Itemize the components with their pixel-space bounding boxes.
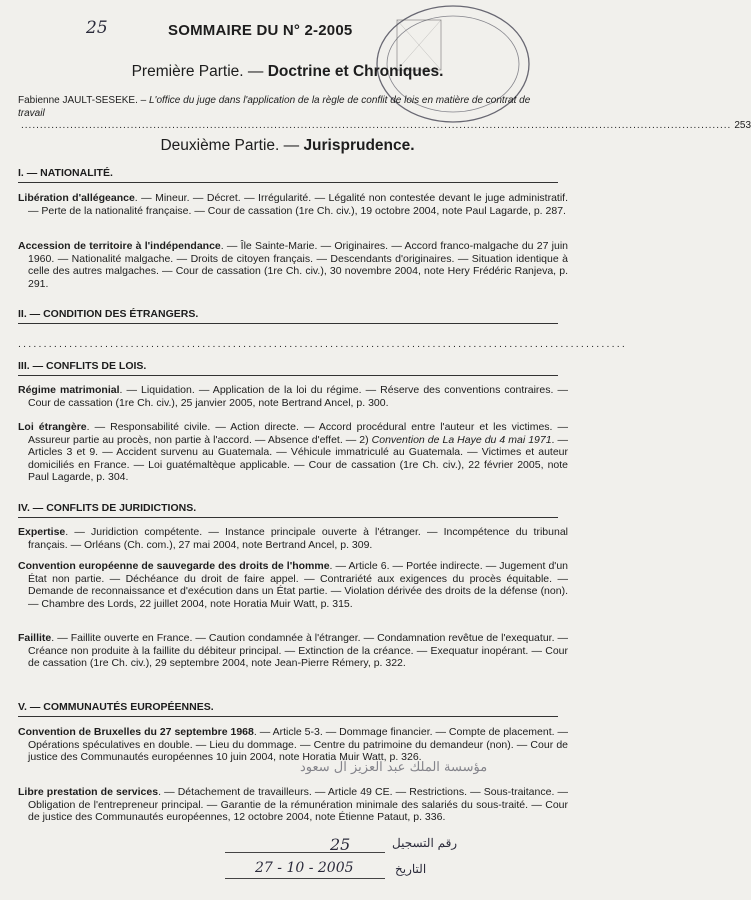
case-entry: Régime matrimonial. — Liquidation. — Application de la loi du régime. — Réserve des conventions contraires. — Cour de cassation (1re Ch. civ.), 25 janvier 2005, note Bertrand Ancel, p. 300.	[18, 384, 568, 409]
case-entry: Faillite. — Faillite ouverte en France. — Caution condamnée à l'étranger. — Condamnation revêtue de l'exequatur. — Créance non produite à la faillite du débiteur principal. — Extinction de la créance. — Exequatur inopérant. — Cour de cassation (1re Ch. civ.), 29 septembre 2004, note Jean-Pierre Rémery, p. 322.	[18, 632, 568, 670]
case-entry: Convention de Bruxelles du 27 septembre 1968. — Article 5-3. — Dommage financier. — Compte de placement. — Opérations spéculatives en double. — Lieu du dommage. — Centre du patrimoine du demandeur (non). — Cour de justice des Communautés européennes 10 juin 2004, note Horatia Muir Watt, p. 326.	[18, 726, 569, 764]
page-title: SOMMAIRE DU N° 2-2005	[168, 22, 353, 39]
section-heading: II. — CONDITION DES ÉTRANGERS.	[18, 308, 199, 320]
section-rule	[18, 375, 558, 376]
case-entry: Loi étrangère. — Responsabilité civile. — Action directe. — Accord procédural entre l'auteur et les victimes. — Assureur partie au procès, non partie à l'accord. — Absence d'effet. — 2) Convention de La Haye du 4 mai 1971. — Articles 3 et 9. — Accident survenu au Guatemala. — Véhicule immatriculé au Guatemala. — Victimes et auteur domiciliés en France. — Loi guatémaltèque applicable. — Cour de cassation (1re Ch. civ.), 22 février 2005, note Paul Lagarde, p. 304.	[18, 421, 568, 484]
section-heading: V. — COMMUNAUTÉS EUROPÉENNES.	[18, 701, 214, 713]
registration-number-label: رقم التسجيل	[392, 836, 458, 850]
case-entry: Libre prestation de services. — Détachement de travailleurs. — Article 49 CE. — Restrictions. — Sous-traitance. — Obligation de l'entrepreneur principal. — Garantie de la rémunération minimale des salariés du sous-traité. — Cour de justice des Communautés européennes, 12 octobre 2004, note Étienne Pataut, p. 336.	[18, 786, 568, 824]
section-heading: I. — NATIONALITÉ.	[18, 167, 113, 179]
case-entry: Expertise. — Juridiction compétente. — Instance principale ouverte à l'étranger. — Incompétence du tribunal français. — Orléans (Ch. com.), 27 mai 2004, note Bertrand Ancel, p. 309.	[18, 526, 568, 551]
part-one-heading: Première Partie. — Doctrine et Chroniques.	[131, 63, 444, 80]
registration-date-line	[225, 878, 385, 879]
case-entry: Convention européenne de sauvegarde des droits de l'homme. — Article 6. — Portée indirecte. — Jugement d'un État non partie. — Déchéance du droit de faire appel. — Contrariété aux exigences du procès équitable. — Demande de reconnaissance et d'exécution dans un État partie. — Violation dérivée des droits de la défense (non). — Chambre des Lords, 22 juillet 2004, note Horatia Muir Watt, p. 315.	[18, 560, 568, 610]
section-heading: IV. — CONFLITS DE JURIDICTIONS.	[18, 502, 197, 514]
article-title: L'office du juge dans l'application de la règle de conflit de lois en matière de contrat de travail	[18, 95, 531, 119]
registration-date: 27 - 10 - 2005	[255, 860, 354, 876]
author-name: Fabienne JAULT-SESEKE. –	[18, 95, 147, 106]
registration-number-line	[225, 852, 385, 853]
part-two-heading: Deuxième Partie. — Jurisprudence.	[160, 137, 415, 154]
registration-number: 25	[330, 835, 351, 854]
section-rule	[18, 716, 558, 717]
doctrine-entry	[18, 95, 751, 133]
case-entry: Accession de territoire à l'indépendance. — Île Sainte-Marie. — Originaires. — Accord franco-malgache du 27 juin 1960. — Nationalité malgache. — Droits de citoyen français. — Descendants d'originaires. — Situation identique à celle des autres malgaches. — Cour de cassation (1re Ch. civ.), 30 novembre 2004, note Hery Frédéric Ranjeva, p. 291.	[18, 240, 569, 290]
section-rule	[18, 517, 558, 518]
section-rule	[18, 323, 558, 324]
handwritten-number: 25	[86, 18, 108, 38]
case-entry: Libération d'allégeance. — Mineur. — Décret. — Irrégularité. — Légalité non contestée devant le juge administratif. — Perte de la nationalité française. — Cour de cassation (1re Ch. civ.), 19 octobre 2004, note Paul Lagarde, p. 287.	[18, 192, 568, 217]
leader-dots: ............................................................................................................................................................................................	[21, 120, 732, 131]
article-page: 253	[734, 120, 751, 131]
registration-date-label: التاريخ	[395, 862, 427, 876]
registration-foundation: مؤسسة الملك عبد العزيز آل سعود	[300, 760, 488, 775]
section-heading: III. — CONFLITS DE LOIS.	[18, 360, 147, 372]
section-rule	[18, 182, 558, 183]
empty-section-dots: .......................................................................................................................	[18, 338, 627, 350]
